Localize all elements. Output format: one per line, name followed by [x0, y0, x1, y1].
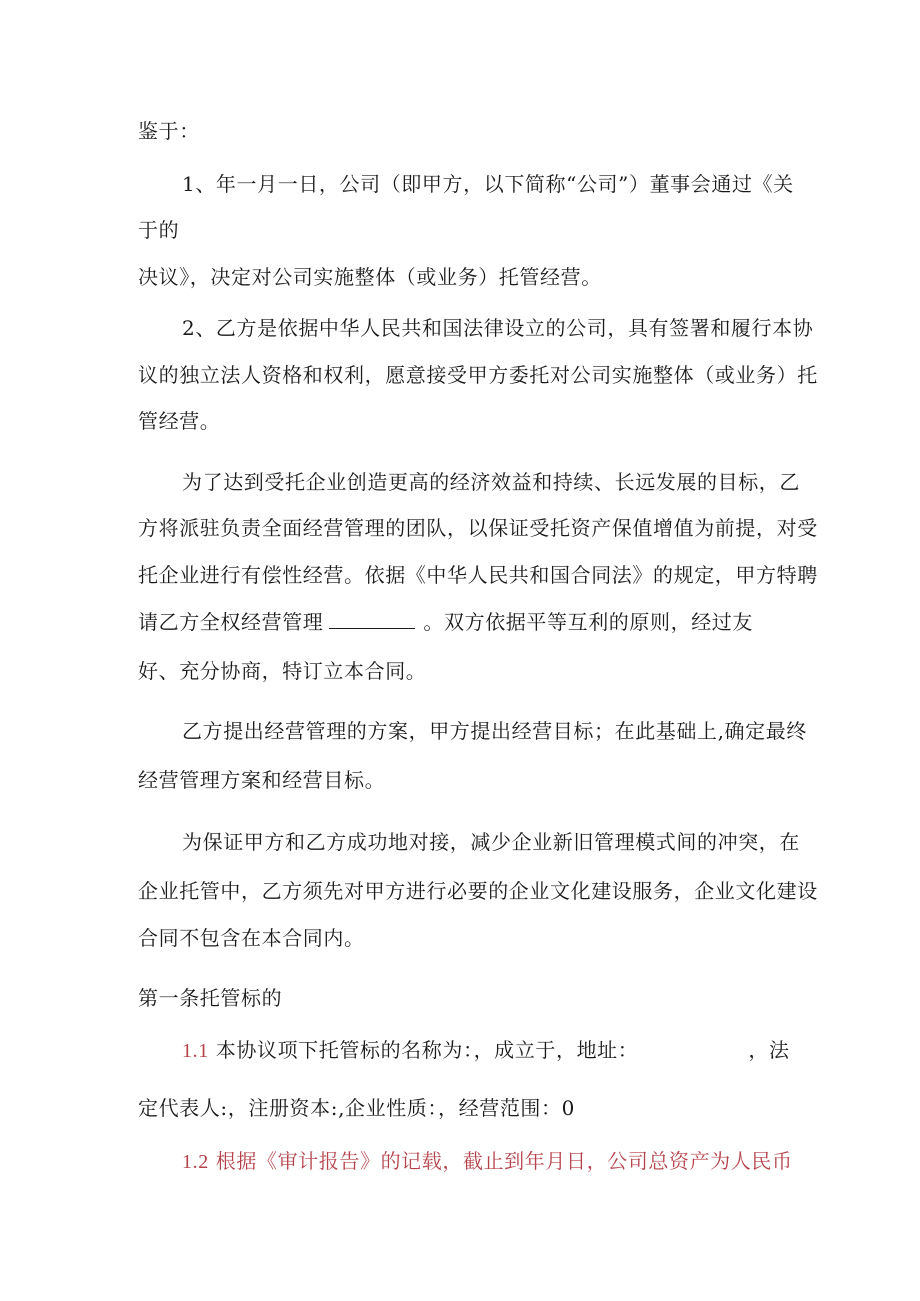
purpose-line4-after: 。双方依据平等互利的原则，经过友: [423, 610, 754, 634]
clause-1-1-line2: 定代表人:，注册资本:,企业性质：，经营范围：0: [138, 1096, 575, 1120]
clause-1-1-text: 本协议项下托管标的名称为：，成立于，地址：: [215, 1038, 639, 1062]
item1-line3: 决议》，决定对公司实施整体（或业务）托管经营。: [138, 265, 602, 289]
item2-line3: 管经营。: [138, 409, 221, 433]
clause-1-1-end: ，法: [748, 1038, 790, 1062]
fill-in-blank: [329, 610, 415, 629]
clause-1-2-text: 根据《审计报告》的记载，截止到年月日，公司总资产为人民币: [215, 1149, 793, 1173]
plan-line2: 经营管理方案和经营目标。: [138, 768, 386, 792]
purpose-line2: 方将派驻负责全面经营管理的团队，以保证受托资产保值增值为前提，对受: [138, 516, 818, 540]
purpose-line3: 托企业进行有偿性经营。依据《中华人民共和国合同法》的规定，甲方特聘: [138, 563, 818, 587]
plan-line1: 乙方提出经营管理的方案，甲方提出经营目标；在此基础上,确定最终: [182, 719, 807, 743]
purpose-line1: 为了达到受托企业创造更高的经济效益和持续、长远发展的目标，乙: [182, 470, 800, 494]
purpose-line4: [138, 608, 753, 636]
item2-line1: 2、乙方是依据中华人民共和国法律设立的公司，具有签署和履行本协: [182, 316, 814, 340]
item1-line2: 于的: [138, 218, 180, 242]
clause-1-2-line1: [182, 1147, 793, 1176]
item2-line2: 议的独立法人资格和权利，愿意接受甲方委托对公司实施整体（或业务）托: [138, 363, 818, 387]
purpose-line5: 好、充分协商，特订立本合同。: [138, 659, 427, 683]
item1-line1: 1、年一月一日，公司（即甲方，以下简称“公司”）董事会通过《关: [182, 172, 794, 196]
clause-1-1-line1: [182, 1036, 790, 1065]
clause-1-1-number: 1.1: [182, 1040, 209, 1062]
whereas-heading: 鉴于：: [138, 119, 200, 143]
culture-line3: 合同不包含在本合同内。: [138, 926, 365, 950]
clause-1-2-number: 1.2: [182, 1151, 209, 1173]
culture-line1: 为保证甲方和乙方成功地对接，减少企业新旧管理模式间的冲突，在: [182, 830, 800, 854]
purpose-line4-before: 请乙方全权经营管理: [138, 610, 324, 634]
article1-title: 第一条托管标的: [138, 986, 283, 1010]
culture-line2: 企业托管中，乙方须先对甲方进行必要的企业文化建设服务，企业文化建设: [138, 879, 818, 903]
